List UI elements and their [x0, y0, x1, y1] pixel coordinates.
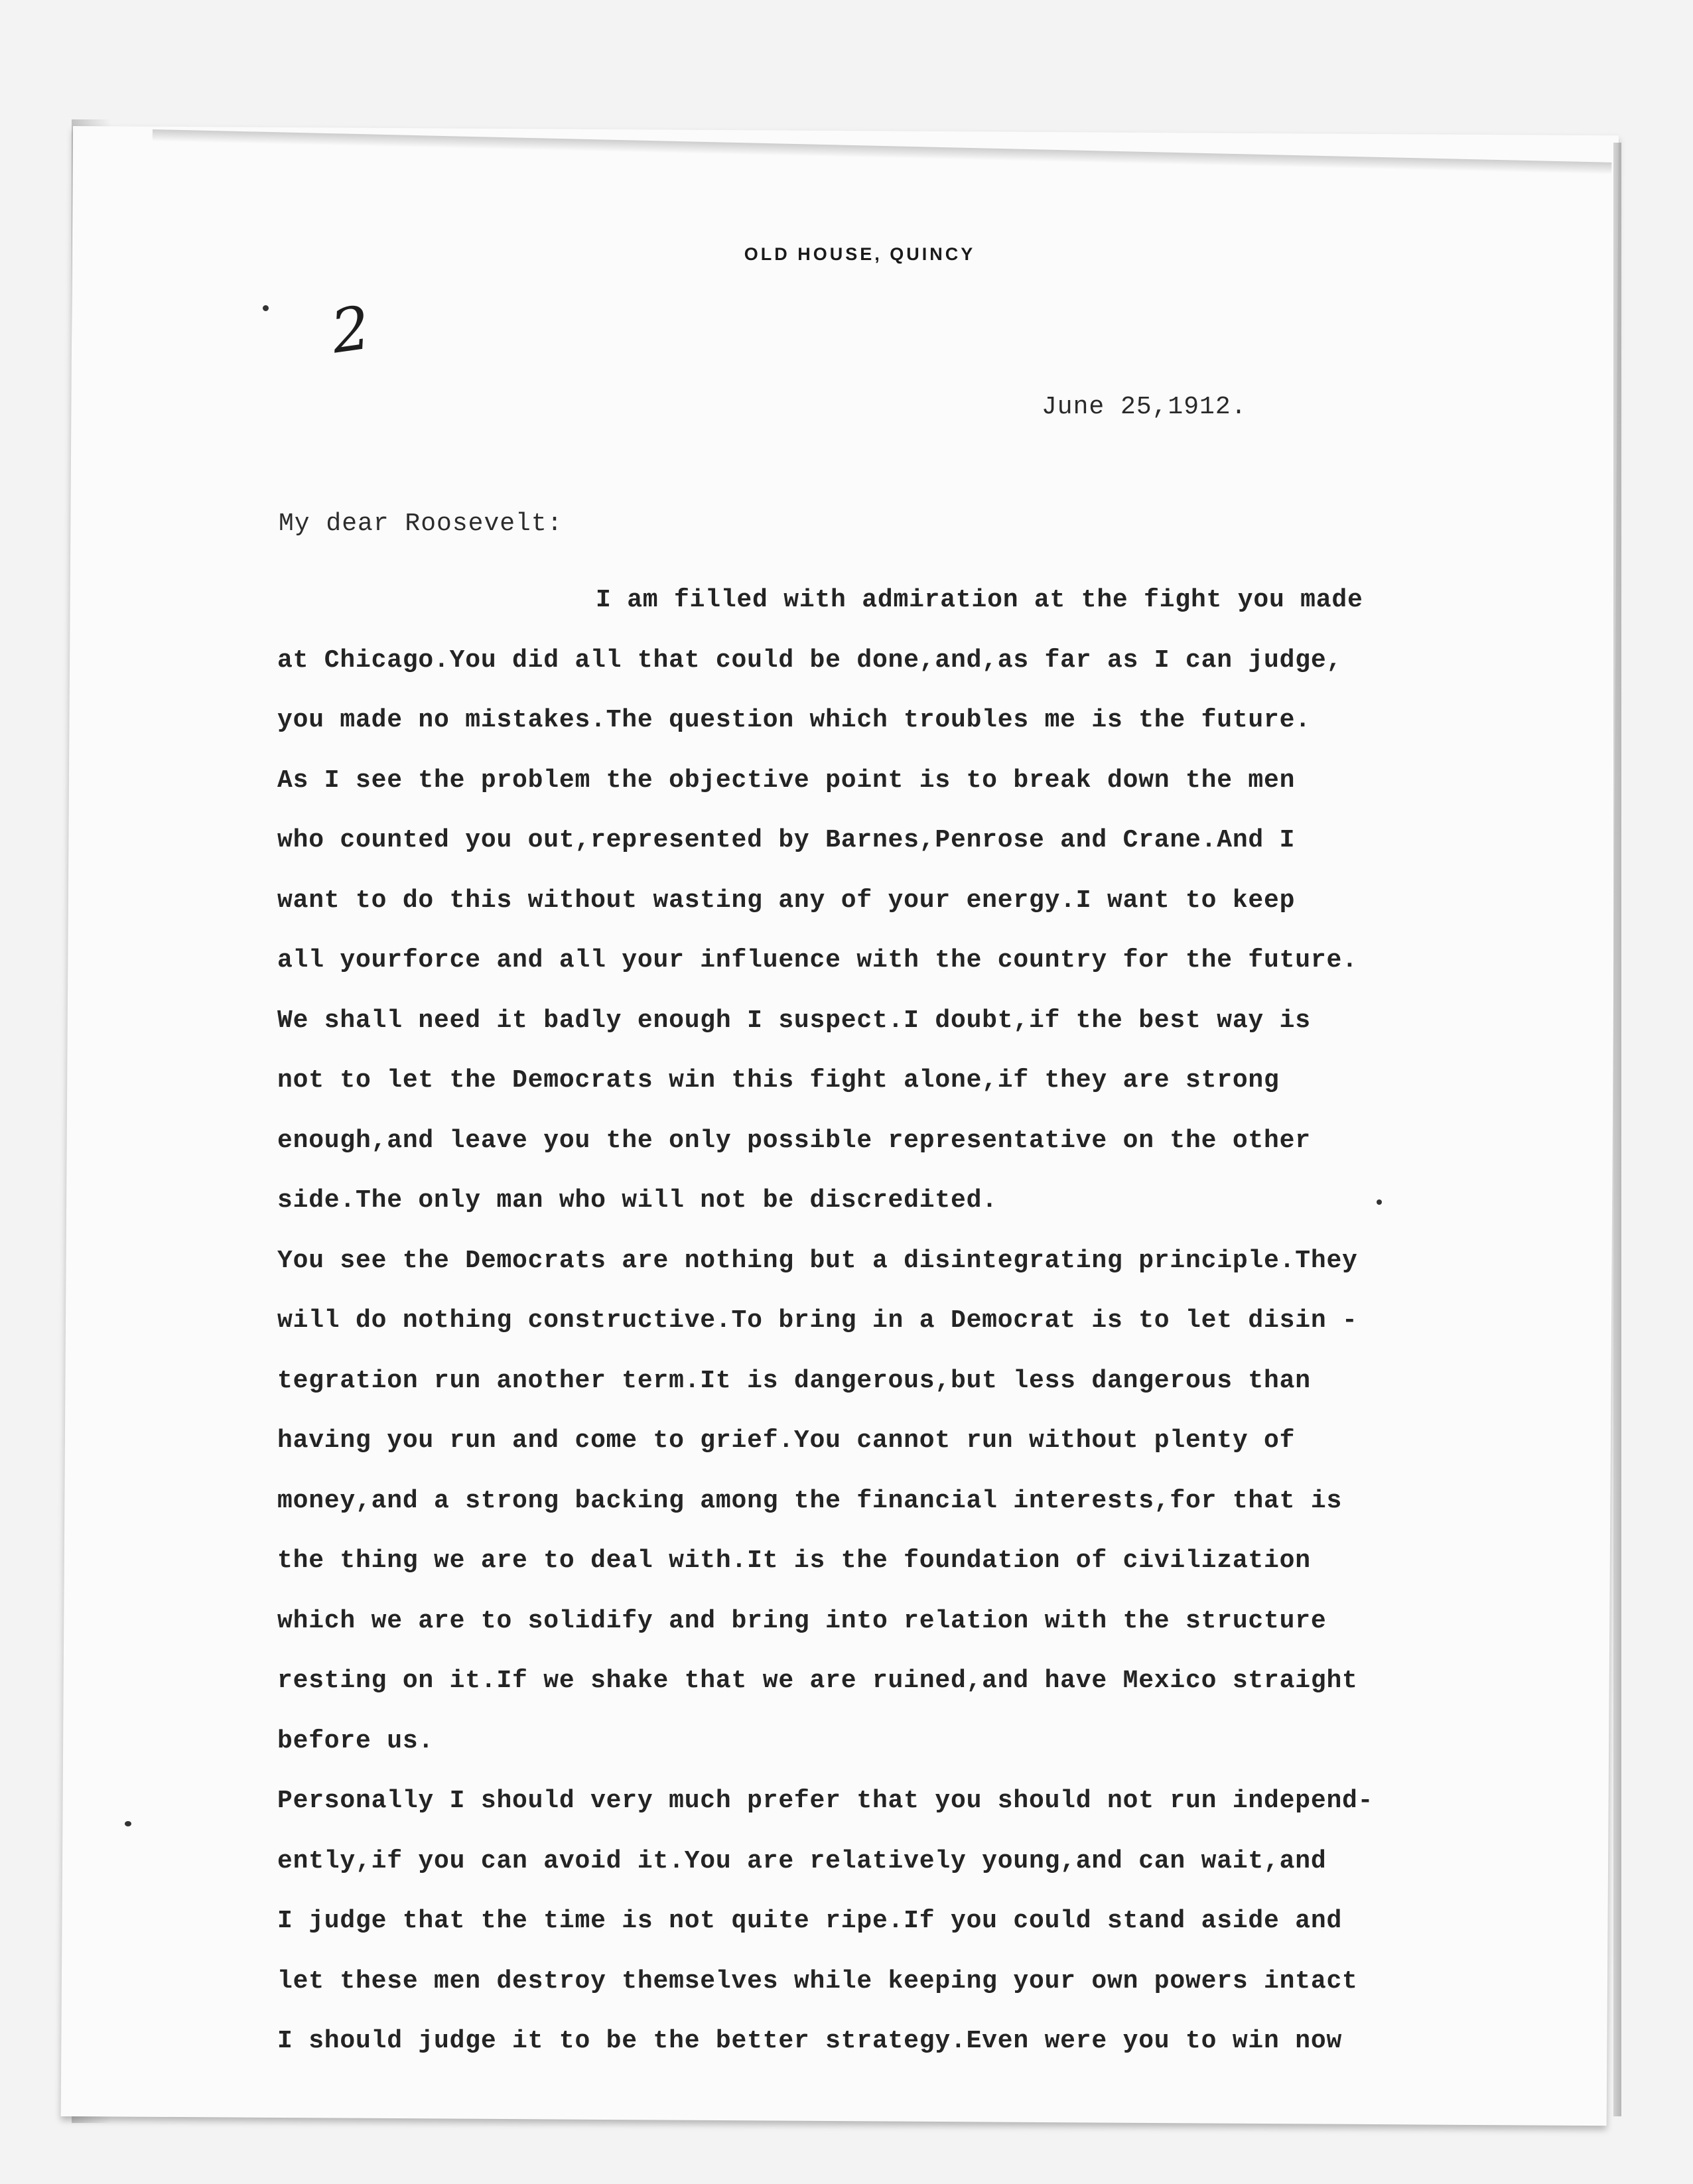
body-line: want to do this without wasting any of your energy.I want to keep	[277, 886, 1296, 915]
body-line: As I see the problem the objective point is to break down the men	[277, 766, 1296, 795]
paper-speck	[125, 1821, 131, 1826]
letterhead: OLD HOUSE, QUINCY	[744, 244, 976, 264]
body-line: the thing we are to deal with.It is the foundation of civilization	[277, 1546, 1311, 1575]
body-line: I am filled with admiration at the fight you made	[596, 586, 1363, 614]
paper-speck	[1377, 1199, 1382, 1205]
handwritten-page-number: 2	[326, 293, 375, 368]
body-line: who counted you out,represented by Barnes,Penrose and Crane.And I	[277, 826, 1296, 854]
body-line: at Chicago.You did all that could be done,and,as far as I can judge,	[277, 646, 1343, 675]
body-line: ently,if you can avoid it.You are relatively young,and can wait,and	[277, 1846, 1327, 1876]
body-line: tegration run another term.It is dangerous,but less dangerous than	[277, 1366, 1311, 1395]
body-line: which we are to solidify and bring into relation with the structure	[277, 1606, 1327, 1635]
paper-speck	[263, 305, 269, 311]
salutation: My dear Roosevelt:	[279, 510, 563, 538]
body-line: money,and a strong backing among the financial interests,for that is	[277, 1486, 1343, 1515]
body-line: will do nothing constructive.To bring in a Democrat is to let disin -	[277, 1306, 1358, 1335]
body-line: having you run and come to grief.You cannot run without plenty of	[277, 1426, 1296, 1455]
letter-body	[277, 571, 1538, 2072]
body-line: Personally I should very much prefer that you should not run independ-	[277, 1787, 1374, 1815]
body-line: let these men destroy themselves while keeping your own powers intact	[277, 1966, 1358, 1996]
body-line: side.The only man who will not be discredited.	[277, 1186, 998, 1215]
body-line: We shall need it badly enough I suspect.I doubt,if the best way is	[277, 1006, 1311, 1035]
body-line: all yourforce and all your influence with the country for the future.	[277, 946, 1358, 975]
body-line: you made no mistakes.The question which troubles me is the future.	[277, 706, 1311, 734]
body-line: not to let the Democrats win this fight alone,if they are strong	[277, 1066, 1280, 1095]
body-line: You see the Democrats are nothing but a disintegrating principle.They	[277, 1246, 1358, 1275]
body-line: I should judge it to be the better strategy.Even were you to win now	[277, 2027, 1343, 2055]
body-line: before us.	[277, 1726, 435, 1755]
page-right-edge-shadow	[1613, 143, 1621, 2116]
body-line: enough,and leave you the only possible representative on the other	[277, 1126, 1311, 1155]
letter-date: June 25,1912.	[1042, 393, 1247, 421]
body-line: I judge that the time is not quite ripe.If you could stand aside and	[277, 1907, 1343, 1935]
body-line: resting on it.If we shake that we are ruined,and have Mexico straight	[277, 1667, 1358, 1695]
